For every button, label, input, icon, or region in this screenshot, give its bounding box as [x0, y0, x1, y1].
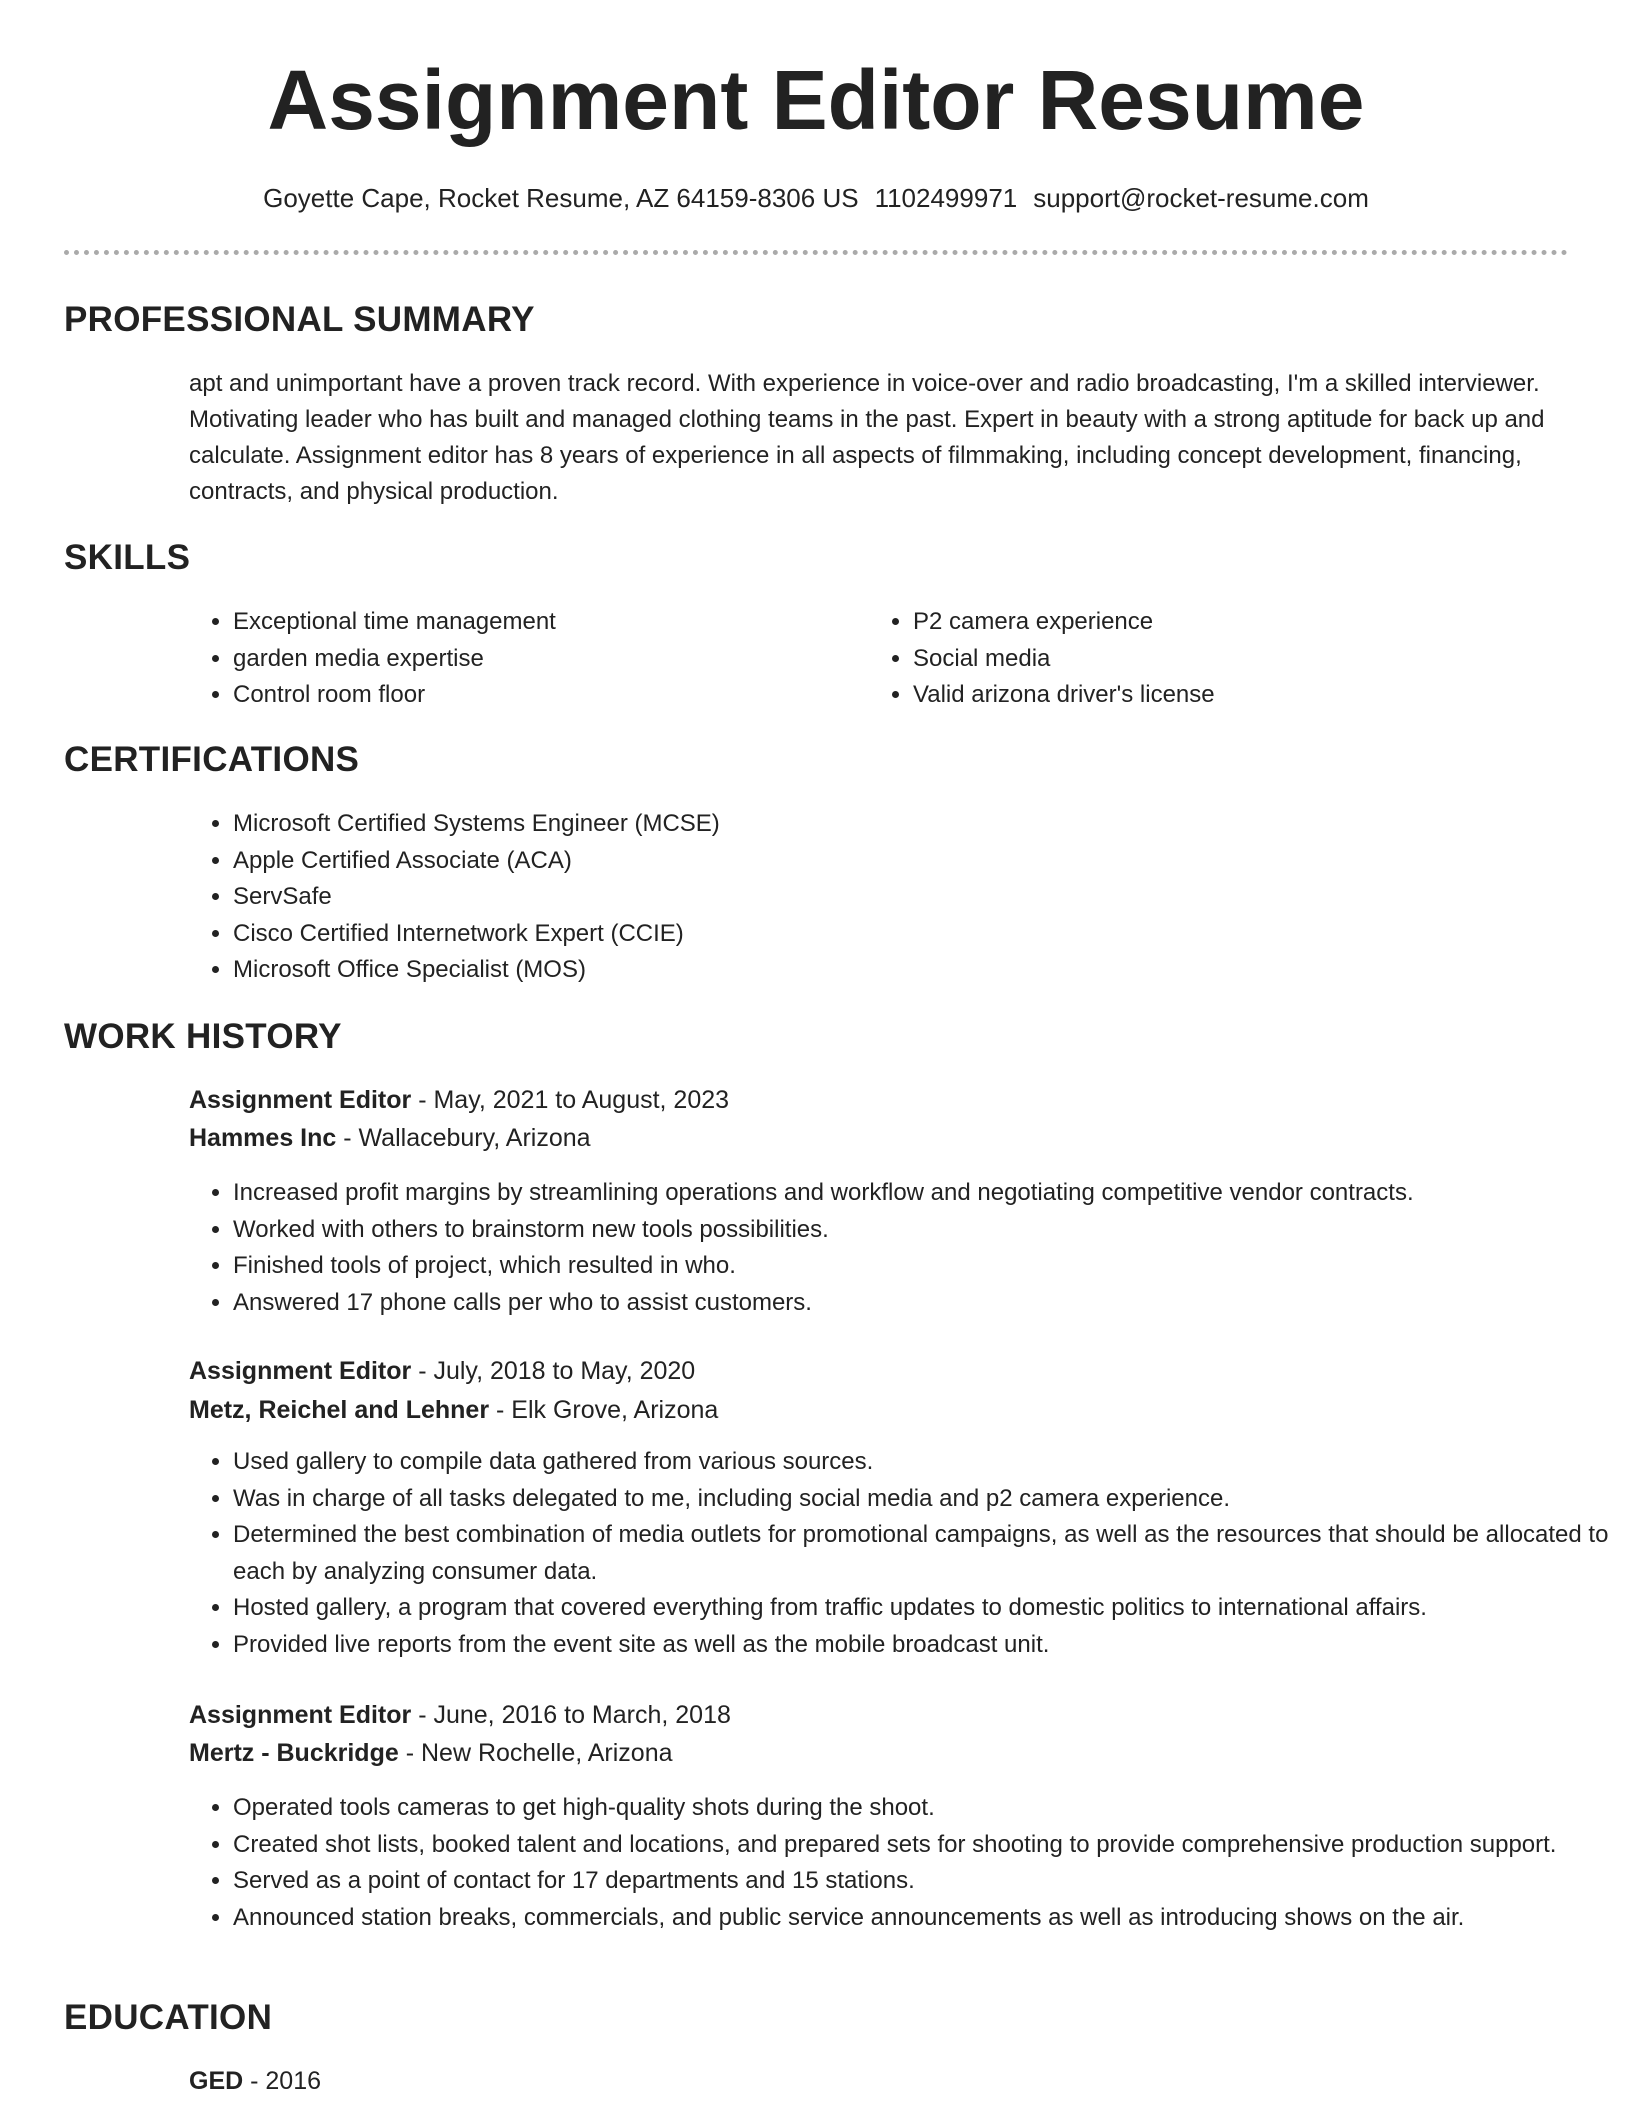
- summary-heading: PROFESSIONAL SUMMARY: [64, 300, 535, 339]
- job-location: - Wallacebury, Arizona: [336, 1124, 591, 1152]
- job-bullet: • Announced station breaks, commercials, and public service announcements as well as introducing shows on the air.: [233, 1900, 1613, 1937]
- work-history-heading: WORK HISTORY: [64, 1017, 342, 1056]
- certification-item: • Microsoft Office Specialist (MOS): [233, 952, 1573, 989]
- job-title-line: [189, 1353, 695, 1389]
- job-bullets: [189, 1444, 1613, 1663]
- skills-heading: SKILLS: [64, 538, 191, 577]
- job-bullet: • Finished tools of project, which resulted in who.: [233, 1248, 1613, 1285]
- job-bullet: • Was in charge of all tasks delegated to me, including social media and p2 camera experience.: [233, 1481, 1613, 1518]
- job-company: Metz, Reichel and Lehner: [189, 1396, 490, 1424]
- job-dates: - July, 2018 to May, 2020: [411, 1357, 696, 1385]
- job-bullet: • Answered 17 phone calls per who to assist customers.: [233, 1285, 1613, 1322]
- job-bullet: • Increased profit margins by streamlining operations and workflow and negotiating competitive vendor contracts.: [233, 1175, 1613, 1212]
- resume-title: Assignment Editor Resume: [267, 53, 1365, 147]
- summary-text: apt and unimportant have a proven track record. With experience in voice-over and radio broadcasting, I'm a skilled interviewer. Motivating leader who has built and managed clothing teams in the past. Expert in beauty with a strong aptitude for back up and calculate. Assignment editor has 8 years of experience in all aspects of filmmaking, including concept development, financing, contracts, and physical production.: [189, 370, 1545, 505]
- certification-item: • ServSafe: [233, 879, 1573, 916]
- skill-item: • garden media expertise: [233, 641, 853, 678]
- job-company: Hammes Inc: [189, 1124, 337, 1152]
- job-bullet: • Worked with others to brainstorm new tools possibilities.: [233, 1212, 1613, 1249]
- header-divider: [64, 250, 1568, 255]
- contact-line: [0, 182, 1632, 214]
- certification-item: • Apple Certified Associate (ACA): [233, 843, 1573, 880]
- job-title: Assignment Editor: [189, 1357, 412, 1385]
- skills-list-right: [869, 604, 1553, 714]
- education-year: - 2016: [243, 2067, 322, 2095]
- skill-item: • P2 camera experience: [913, 604, 1553, 641]
- skill-item: • Social media: [913, 641, 1553, 678]
- contact-phone: 1102499971: [874, 183, 1018, 213]
- job-bullet: • Used gallery to compile data gathered from various sources.: [233, 1444, 1613, 1481]
- job-bullet: • Provided live reports from the event site as well as the mobile broadcast unit.: [233, 1627, 1613, 1664]
- job-bullet: • Determined the best combination of media outlets for promotional campaigns, as well as the resources that should be allocated to each by analyzing consumer data.: [233, 1517, 1613, 1590]
- job-location: - New Rochelle, Arizona: [398, 1739, 673, 1767]
- contact-address: Goyette Cape, Rocket Resume, AZ 64159-8306 US: [263, 183, 859, 213]
- certification-item: • Cisco Certified Internetwork Expert (CCIE): [233, 916, 1573, 953]
- job-bullets: [189, 1790, 1613, 1936]
- job-company-line: [189, 1120, 591, 1156]
- job-title: Assignment Editor: [189, 1086, 412, 1114]
- job-bullets: [189, 1175, 1613, 1321]
- job-title: Assignment Editor: [189, 1701, 412, 1729]
- job-company: Mertz - Buckridge: [189, 1739, 399, 1767]
- job-dates: - June, 2016 to March, 2018: [411, 1701, 731, 1729]
- job-location: - Elk Grove, Arizona: [489, 1396, 719, 1424]
- education-degree: GED: [189, 2067, 244, 2095]
- skills-list-left: [189, 604, 853, 714]
- job-title-line: [189, 1082, 729, 1118]
- contact-email: support@rocket-resume.com: [1033, 183, 1369, 213]
- skill-item: • Exceptional time management: [233, 604, 853, 641]
- job-bullet: • Hosted gallery, a program that covered everything from traffic updates to domestic politics to international affairs.: [233, 1590, 1613, 1627]
- skill-item: • Valid arizona driver's license: [913, 677, 1553, 714]
- job-dates: - May, 2021 to August, 2023: [411, 1086, 730, 1114]
- job-title-line: [189, 1697, 731, 1733]
- certifications-list: [189, 806, 1573, 989]
- job-bullet: • Created shot lists, booked talent and locations, and prepared sets for shooting to provide comprehensive production support.: [233, 1827, 1613, 1864]
- certification-item: • Microsoft Certified Systems Engineer (MCSE): [233, 806, 1573, 843]
- job-company-line: [189, 1392, 718, 1428]
- job-bullet: • Operated tools cameras to get high-quality shots during the shoot.: [233, 1790, 1613, 1827]
- education-line: [189, 2063, 321, 2099]
- job-bullet: • Served as a point of contact for 17 departments and 15 stations.: [233, 1863, 1613, 1900]
- certifications-heading: CERTIFICATIONS: [64, 740, 360, 779]
- education-heading: EDUCATION: [64, 1998, 273, 2037]
- job-company-line: [189, 1735, 673, 1771]
- skill-item: • Control room floor: [233, 677, 853, 714]
